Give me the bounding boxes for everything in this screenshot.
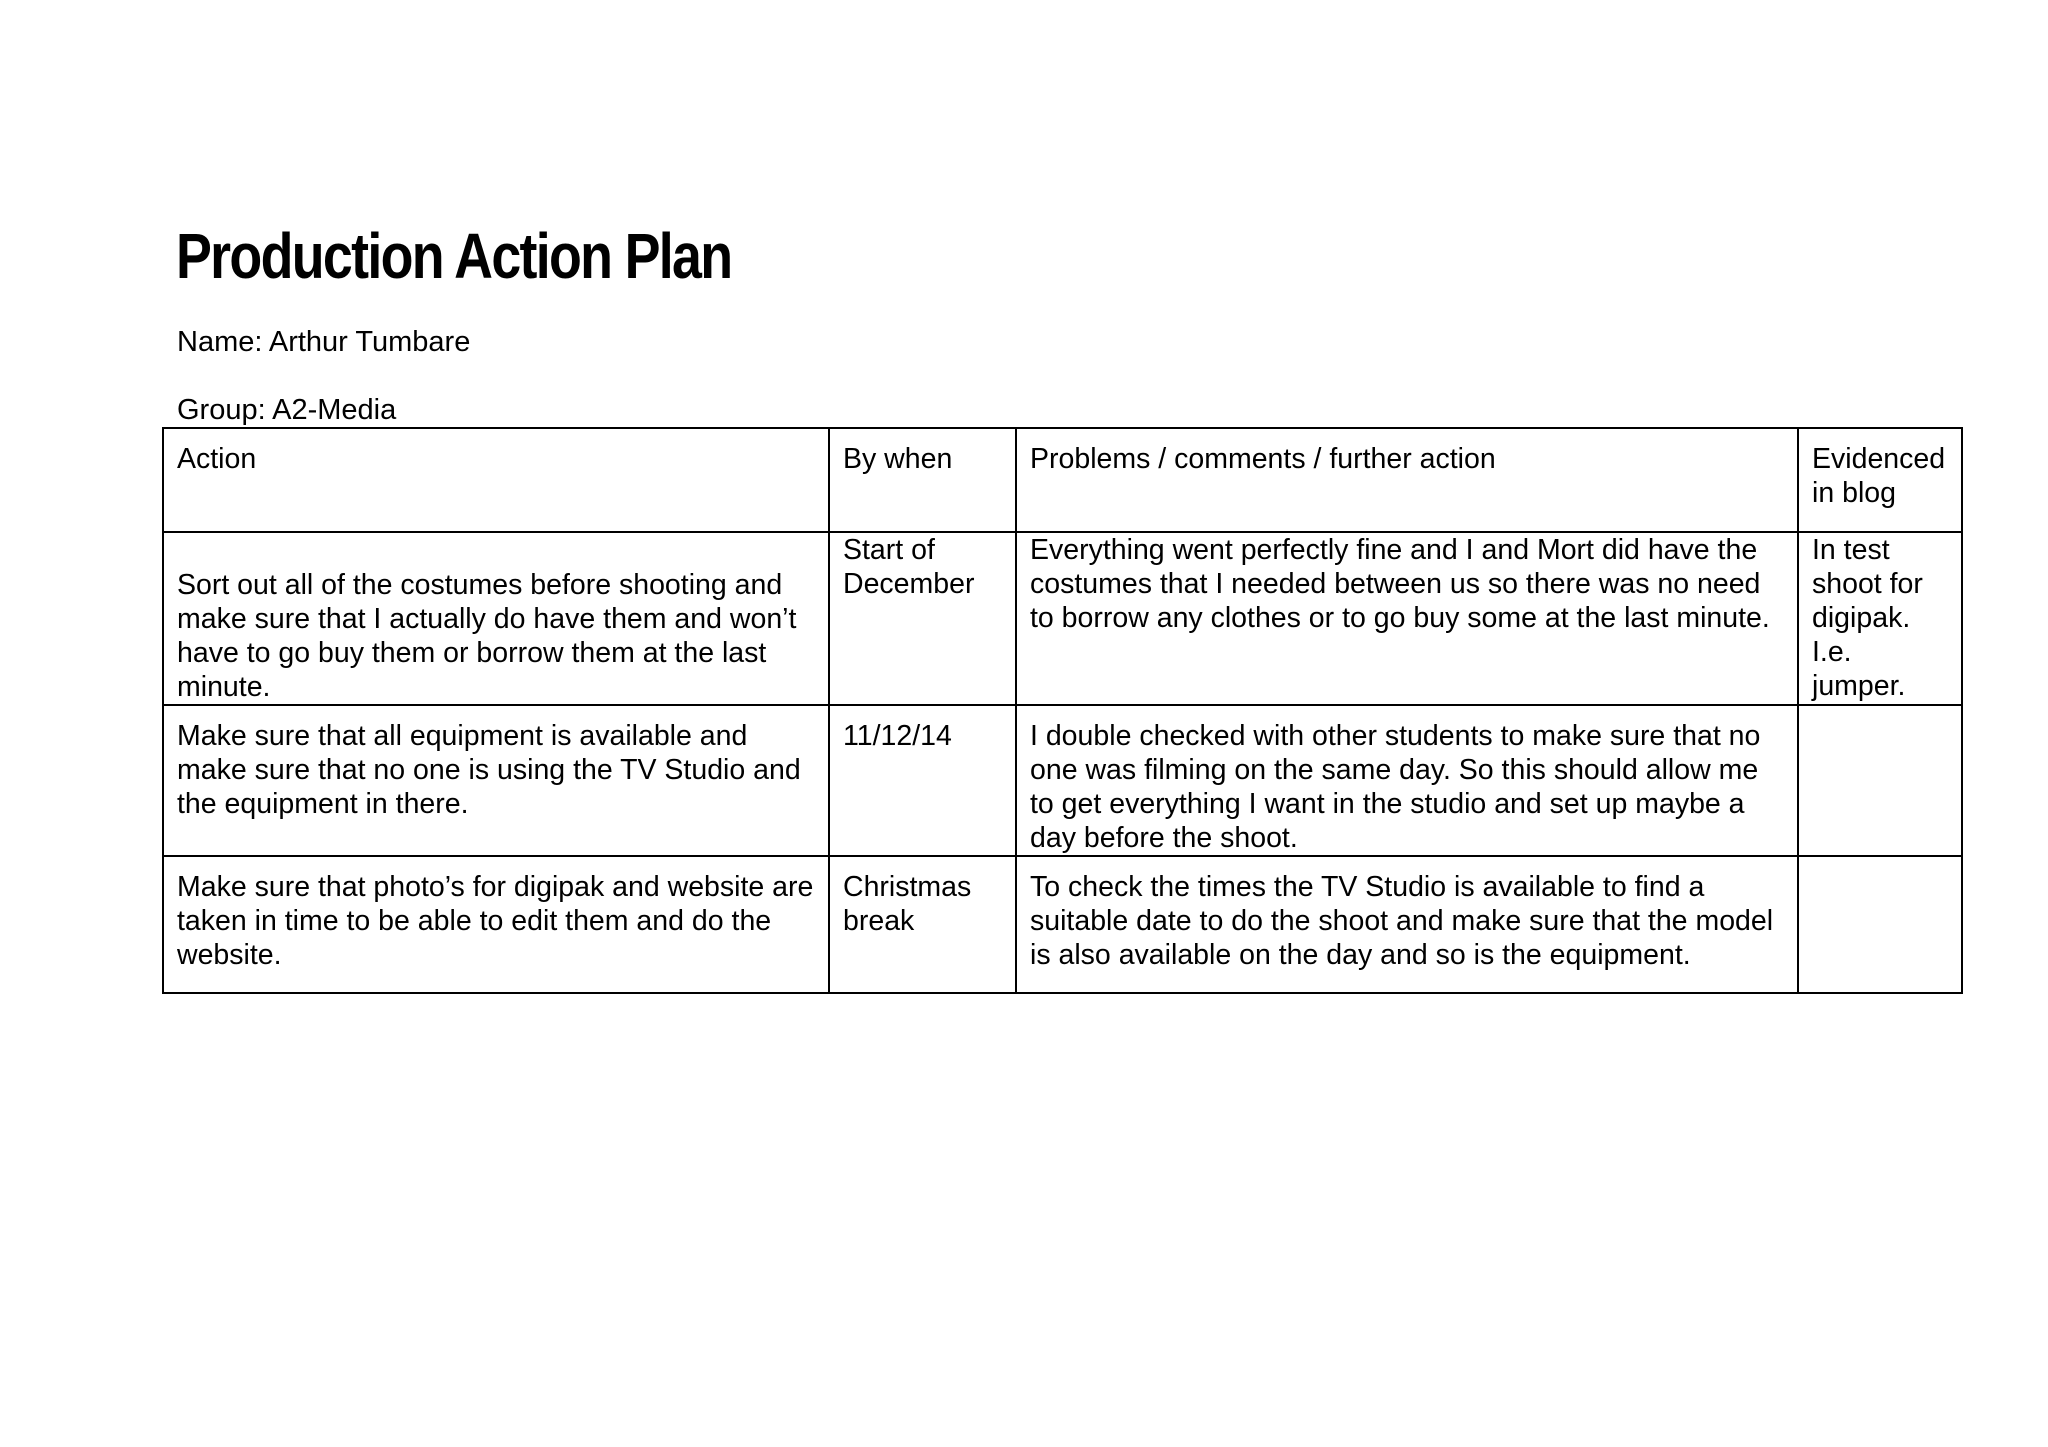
cell-by-when: Christmas break: [829, 856, 1016, 993]
header-problems: Problems / comments / further action: [1016, 428, 1798, 532]
cell-evidenced: [1798, 856, 1962, 993]
group-line: Group: A2-Media: [177, 394, 397, 426]
cell-evidenced: [1798, 705, 1962, 856]
table-row: [163, 856, 1962, 993]
cell-problems: I double checked with other students to make sure that no one was filming on the same day. So this should allow me to get everything I want in the studio and set up maybe a day before the shoot.: [1016, 705, 1798, 856]
table-row: [163, 532, 1962, 705]
cell-action: Make sure that photo’s for digipak and website are taken in time to be able to edit them and do the website.: [163, 856, 829, 993]
cell-by-when: 11/12/14: [829, 705, 1016, 856]
cell-action: Make sure that all equipment is available and make sure that no one is using the TV Studio and the equipment in there.: [163, 705, 829, 856]
cell-problems: To check the times the TV Studio is available to find a suitable date to do the shoot and make sure that the model is also available on the day and so is the equipment.: [1016, 856, 1798, 993]
header-action: Action: [163, 428, 829, 532]
cell-problems: Everything went perfectly fine and I and Mort did have the costumes that I needed between us so there was no need to borrow any clothes or to go buy some at the last minute.: [1016, 532, 1798, 705]
table-header-row: [163, 428, 1962, 532]
cell-action-text: Sort out all of the costumes before shooting and make sure that I actually do have them and won’t have to go buy them or borrow them at the last minute.: [177, 569, 797, 703]
action-plan-table: [162, 427, 1963, 994]
cell-evidenced: In test shoot for digipak. I.e. jumper.: [1798, 532, 1962, 705]
name-line: Name: Arthur Tumbare: [177, 326, 471, 358]
cell-by-when: Start of December: [829, 532, 1016, 705]
table-row: [163, 705, 1962, 856]
header-evidenced: Evidenced in blog: [1798, 428, 1962, 532]
cell-action: [163, 532, 829, 705]
page-title: Production Action Plan: [176, 220, 732, 292]
header-by-when: By when: [829, 428, 1016, 532]
